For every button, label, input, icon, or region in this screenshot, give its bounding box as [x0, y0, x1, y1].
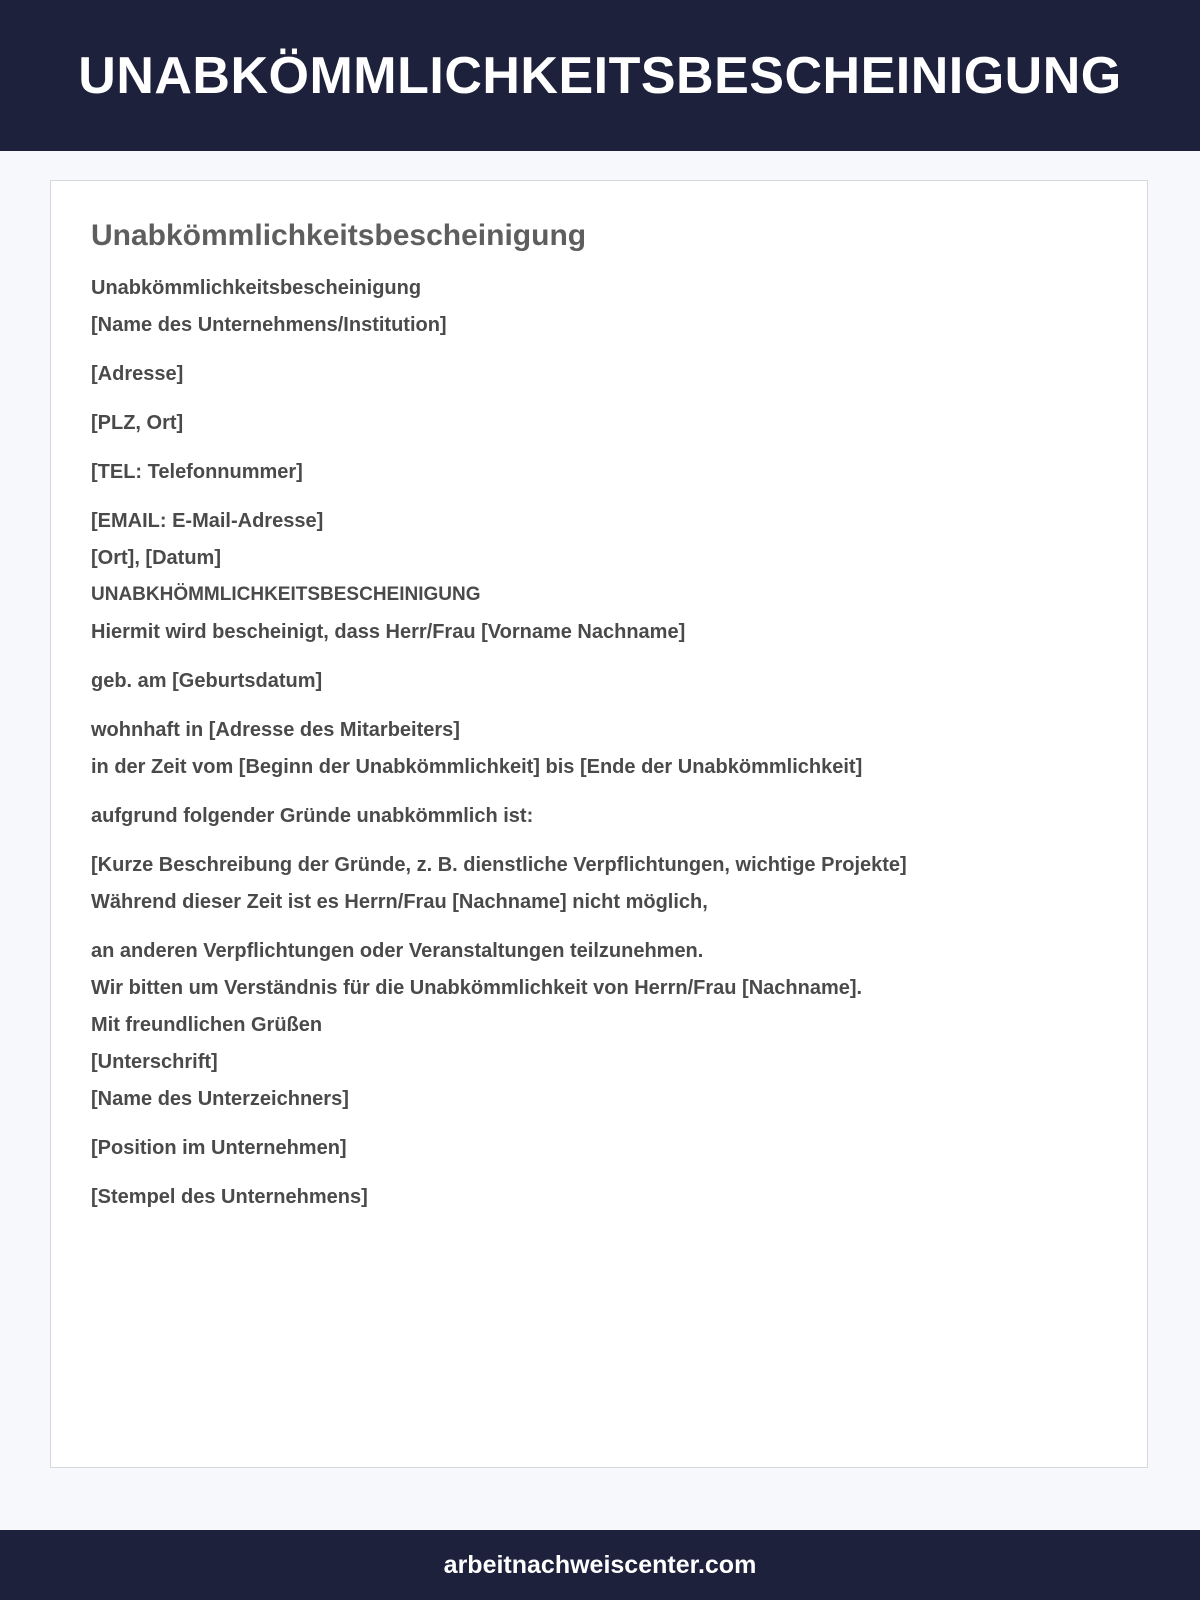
doc-line-participate: an anderen Verpflichtungen oder Veranstaltungen teilzunehmen. [91, 940, 704, 962]
doc-line-signer-name: [Name des Unterzeichners] [91, 1088, 349, 1110]
doc-line-place-date: [Ort], [Datum] [91, 547, 221, 569]
footer-site-link[interactable]: arbeitnachweiscenter.com [443, 1550, 757, 1579]
page-header [0, 0, 1200, 151]
doc-line-reason-intro: aufgrund folgender Gründe unabkömmlich ist: [91, 805, 534, 827]
document-card [50, 180, 1148, 1468]
doc-line-zip-city: [PLZ, Ort] [91, 412, 184, 434]
page-footer [0, 1530, 1200, 1600]
doc-line-reason: [Kurze Beschreibung der Gründe, z. B. dienstliche Verpflichtungen, wichtige Projekte] [91, 854, 907, 876]
doc-line-birthdate: geb. am [Geburtsdatum] [91, 670, 323, 692]
doc-line-stamp: [Stempel des Unternehmens] [91, 1186, 368, 1208]
doc-line-signature: [Unterschrift] [91, 1051, 218, 1073]
doc-line-subject: UNABKHÖMMLICHKEITSBESCHEINIGUNG [91, 584, 481, 605]
doc-line-understanding: Wir bitten um Verständnis für die Unabkömmlichkeit von Herrn/Frau [Nachname]. [91, 977, 863, 999]
doc-line-title: Unabkömmlichkeitsbescheinigung [91, 277, 422, 299]
doc-line-position: [Position im Unternehmen] [91, 1137, 347, 1159]
doc-line-certify: Hiermit wird bescheinigt, dass Herr/Frau [Vorname Nachname] [91, 621, 686, 643]
doc-line-phone: [TEL: Telefonnummer] [91, 461, 303, 483]
document-heading: Unabkömmlichkeitsbescheinigung [91, 219, 587, 252]
doc-line-not-possible: Während dieser Zeit ist es Herrn/Frau [Nachname] nicht möglich, [91, 891, 708, 913]
doc-line-residence: wohnhaft in [Adresse des Mitarbeiters] [91, 719, 460, 741]
header-title: UNABKÖMMLICHKEITSBESCHEINIGUNG [78, 46, 1122, 105]
doc-line-address: [Adresse] [91, 363, 184, 385]
doc-line-period: in der Zeit vom [Beginn der Unabkömmlichkeit] bis [Ende der Unabkömmlichkeit] [91, 756, 863, 778]
doc-line-closing: Mit freundlichen Grüßen [91, 1014, 323, 1036]
doc-line-email: [EMAIL: E-Mail-Adresse] [91, 510, 324, 532]
doc-line-company: [Name des Unternehmens/Institution] [91, 314, 447, 336]
